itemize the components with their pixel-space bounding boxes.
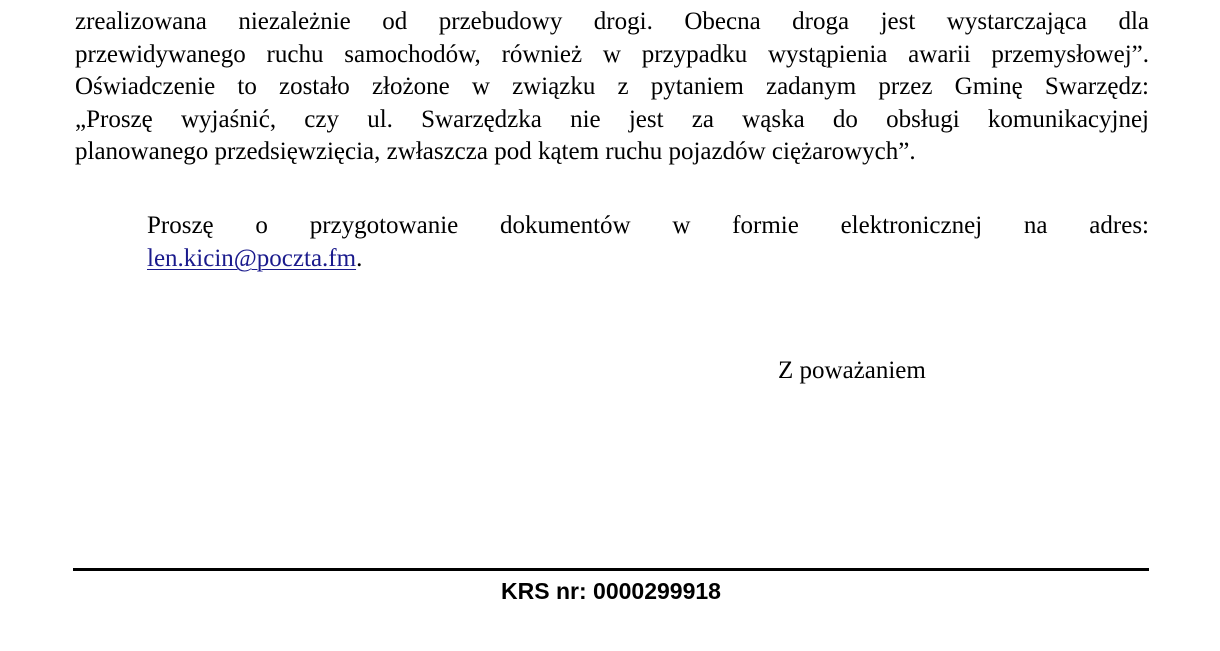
closing-salutation: Z poważaniem <box>778 357 926 384</box>
paragraph-line: przewidywanego ruchu samochodów, również w przypadku wystąpienia awarii przemysłowej”. <box>75 40 1149 68</box>
paragraph-line: Proszę o przygotowanie dokumentów w formie elektronicznej na adres: <box>147 212 1149 239</box>
paragraph-line-with-email <box>75 243 1149 276</box>
paragraph-line: „Proszę wyjaśnić, czy ul. Swarzędzka nie jest za wąska do obsługi komunikacyjnej <box>75 105 1149 133</box>
paragraph-line: Oświadczenie to zostało złożone w związku z pytaniem zadanym przez Gminę Swarzędz: <box>75 73 1149 100</box>
paragraph-line: planowanego przedsięwzięcia, zwłaszcza pod kątem ruchu pojazdów ciężarowych”. <box>75 138 916 165</box>
body-paragraph-2 <box>75 210 1149 275</box>
body-paragraph-1 <box>75 6 1149 169</box>
footer-krs-number: KRS nr: 0000299918 <box>501 578 721 604</box>
paragraph-line: zrealizowana niezależnie od przebudowy drogi. Obecna droga jest wystarczająca dla <box>75 8 1149 35</box>
footer-divider <box>73 568 1149 571</box>
sentence-period: . <box>356 244 363 272</box>
email-link[interactable]: len.kicin@poczta.fm <box>147 244 357 272</box>
